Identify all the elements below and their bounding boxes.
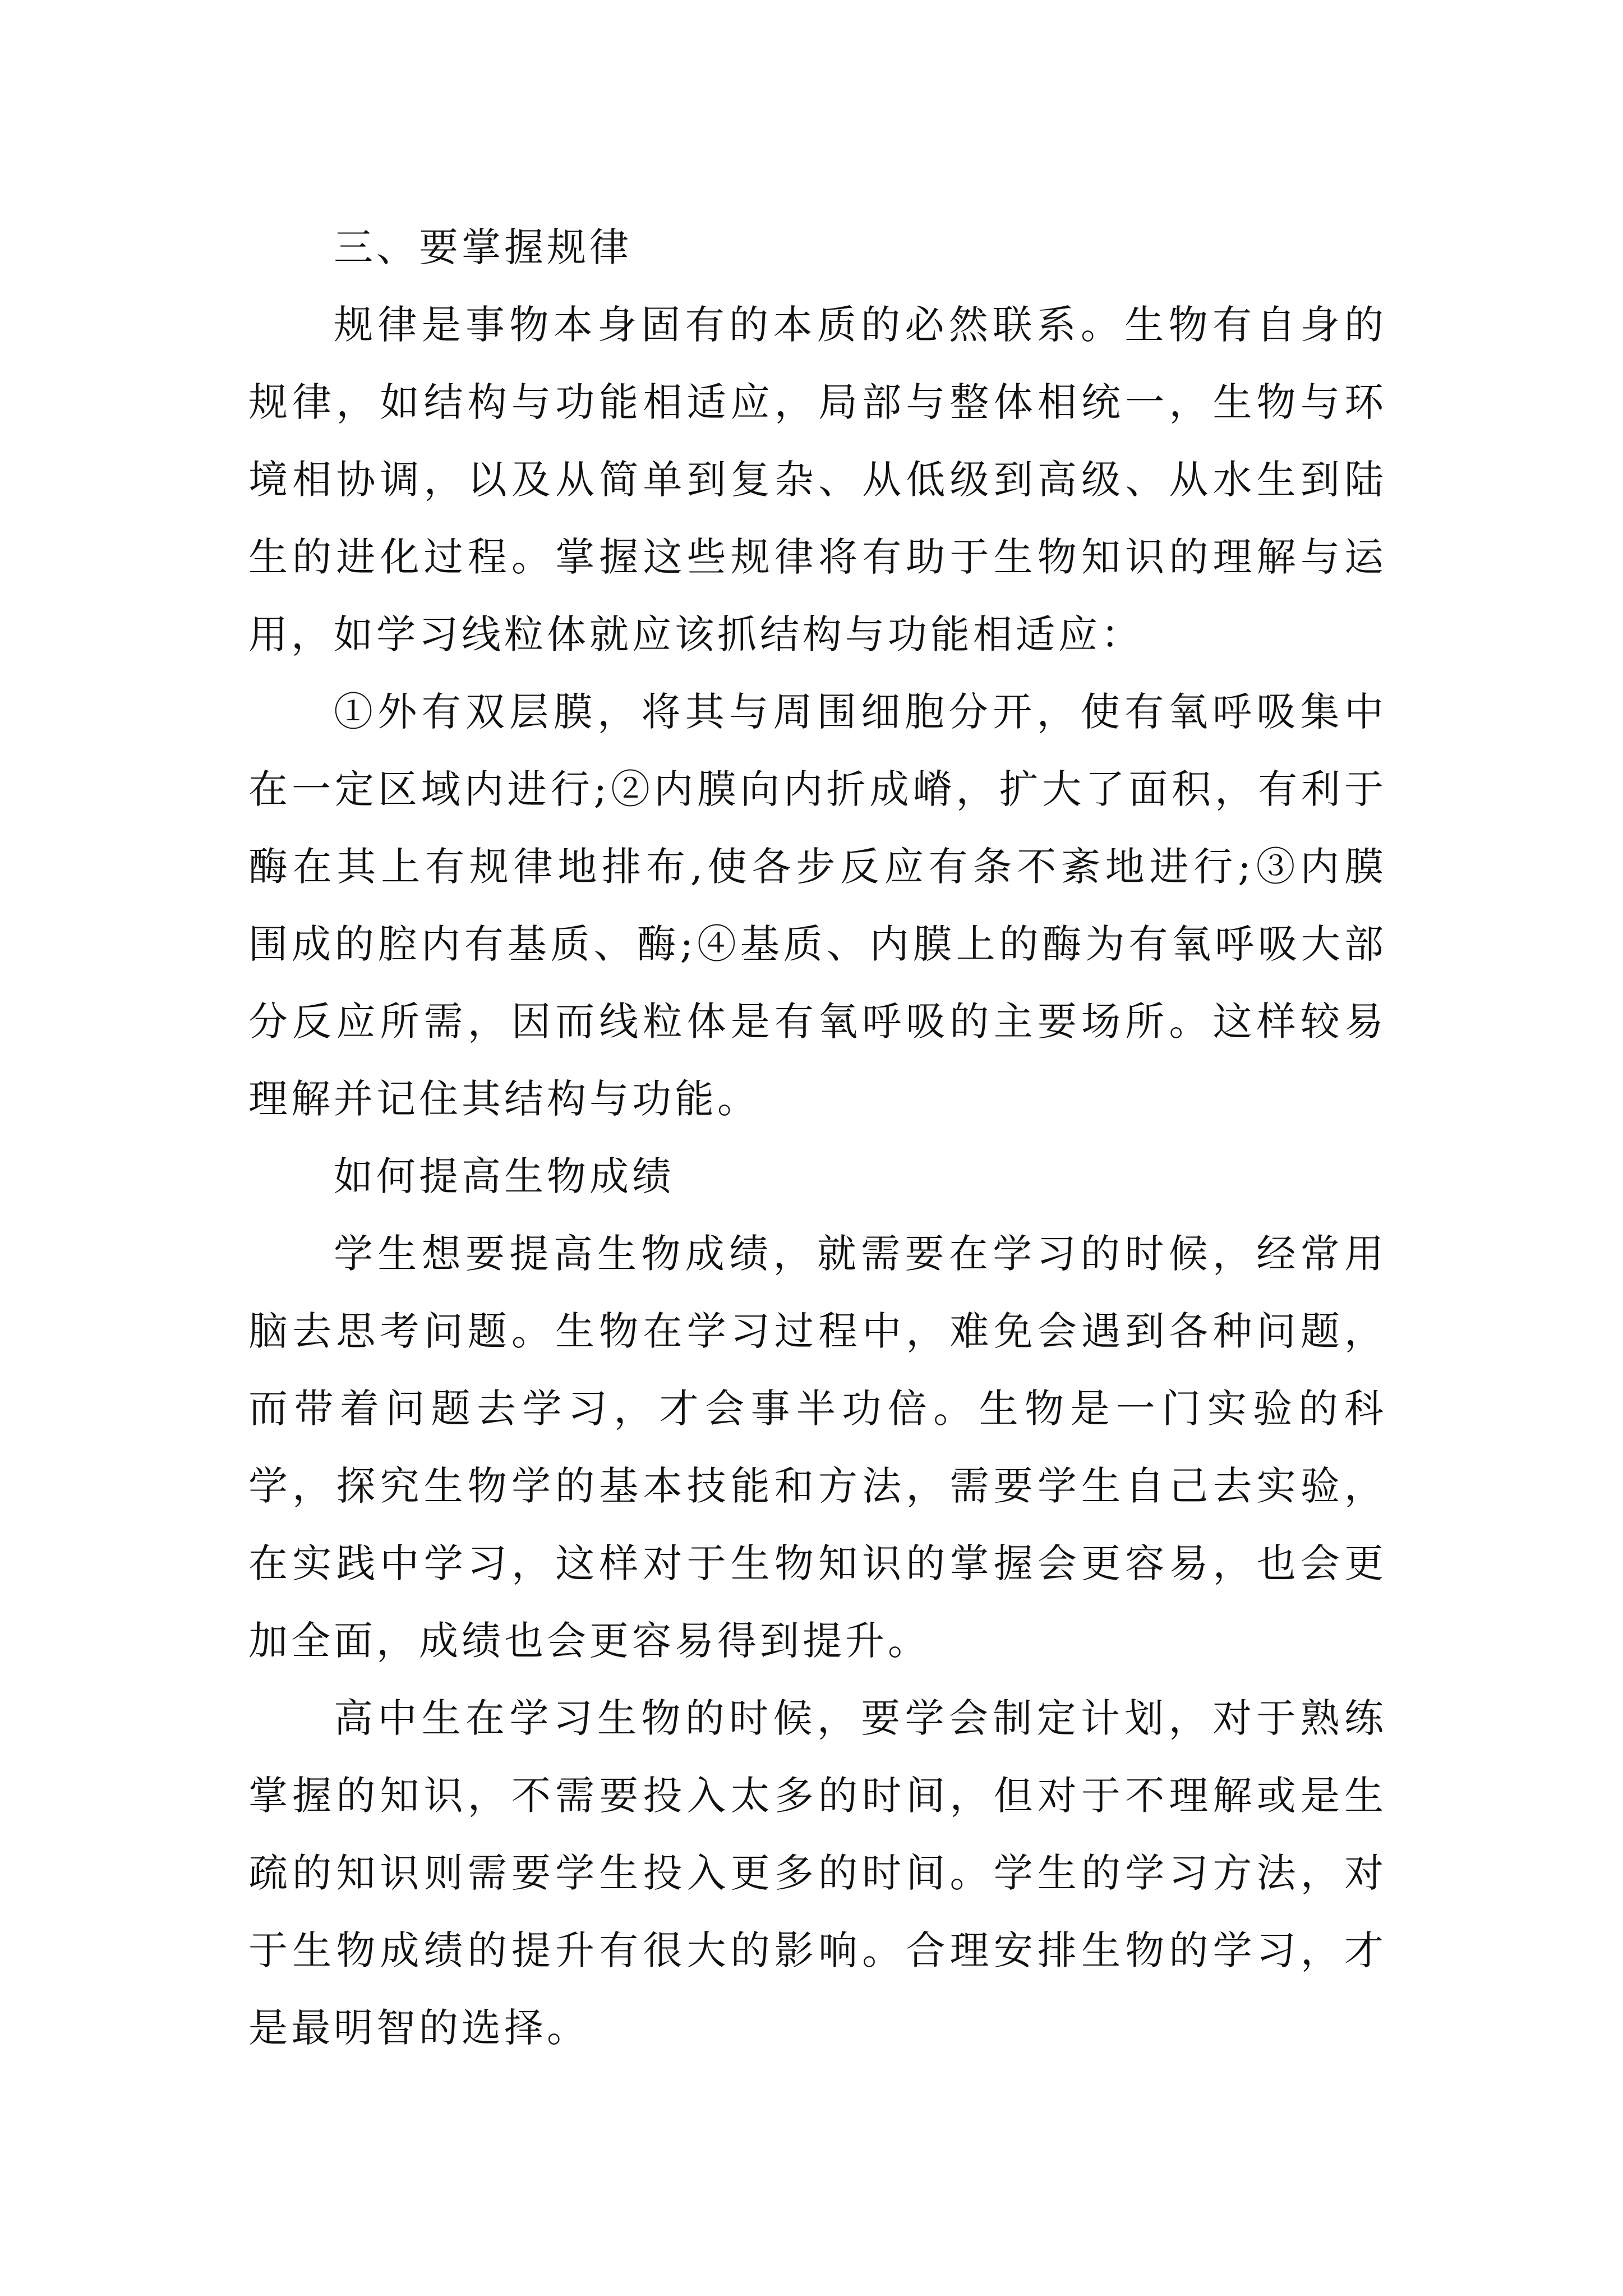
paragraph-study-plan: 高中生在学习生物的时候，要学会制定计划，对于熟练掌握的知识，不需要投入太多的时间，但对于不理解或是生疏的知识则需要学生投入更多的时间。学生的学习方法，对于生物成绩的提升有很大的影响。合理安排生物的学习，才是最明智的选择。 <box>248 1695 1387 2051</box>
section-heading-improve-grades: 如何提高生物成绩 <box>334 1153 675 1199</box>
section-heading-laws: 三、要掌握规律 <box>334 224 632 270</box>
paragraph-laws-intro: 规律是事物本身固有的本质的必然联系。生物有自身的规律，如结构与功能相适应，局部与整体相统一，生物与环境相协调，以及从简单到复杂、从低级到高级、从水生到陆生的进化过程。掌握这些规律将有助于生物知识的理解与运用，如学习线粒体就应该抓结构与功能相适应： <box>248 302 1387 657</box>
paragraph-thinking-questions: 学生想要提高生物成绩，就需要在学习的时候，经常用脑去思考问题。生物在学习过程中，难免会遇到各种问题，而带着问题去学习，才会事半功倍。生物是一门实验的科学，探究生物学的基本技能和方法，需要学生自己去实验，在实践中学习，这样对于生物知识的掌握会更容易，也会更加全面，成绩也会更容易得到提升。 <box>248 1231 1387 1664</box>
paragraph-mitochondria: ①外有双层膜，将其与周围细胞分开，使有氧呼吸集中在一定区域内进行;②内膜向内折成嵴，扩大了面积，有利于酶在其上有规律地排布,使各步反应有条不紊地进行;③内膜围成的腔内有基质、酶;④基质、内膜上的酶为有氧呼吸大部分反应所需，因而线粒体是有氧呼吸的主要场所。这样较易理解并记住其结构与功能。 <box>248 689 1387 1122</box>
document-body <box>248 209 1387 2067</box>
